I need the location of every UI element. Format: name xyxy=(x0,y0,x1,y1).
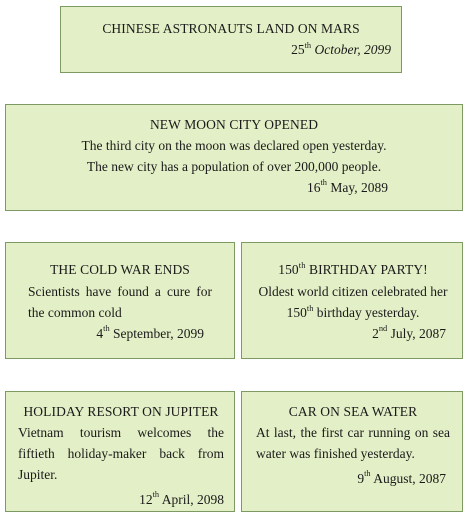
body-post: birthday yesterday. xyxy=(316,304,420,320)
headline: CHINESE ASTRONAUTS LAND ON MARS xyxy=(102,21,360,36)
news-box-moon-city xyxy=(5,104,463,211)
body-line: The new city has a population of over 200,000 people. xyxy=(86,158,382,174)
date-rest: August, 2087 xyxy=(373,470,446,486)
headline: HOLIDAY RESORT ON JUPITER xyxy=(23,404,219,419)
date xyxy=(28,324,212,345)
body-line: The third city on the moon was declared open yesterday. xyxy=(81,137,387,153)
date-ordinal: th xyxy=(364,469,371,479)
date-day: 16 xyxy=(306,179,321,195)
body-pre: Oldest world citizen celebrated her 150 xyxy=(258,283,448,320)
headline xyxy=(256,260,450,281)
headline: CAR ON SEA WATER xyxy=(288,404,418,419)
date-ordinal: th xyxy=(304,40,312,50)
news-box-jupiter-resort xyxy=(5,391,235,512)
date-rest: July, 2087 xyxy=(390,325,446,341)
news-box-sea-water-car xyxy=(241,391,463,512)
date-ordinal: nd xyxy=(378,324,388,334)
date xyxy=(18,490,224,511)
body-text: Scientists have found a cure for the common cold xyxy=(28,283,212,320)
date-rest: May, 2089 xyxy=(330,179,388,195)
headline: THE COLD WAR ENDS xyxy=(50,262,190,277)
date xyxy=(18,178,450,199)
news-box-birthday-party xyxy=(241,242,463,359)
headline-number: 150 xyxy=(278,262,299,277)
date-day: 12 xyxy=(139,491,153,507)
date-ordinal: th xyxy=(320,178,327,188)
body-text xyxy=(256,282,450,324)
headline: NEW MOON CITY OPENED xyxy=(149,117,319,132)
date xyxy=(69,40,393,61)
headline-rest: BIRTHDAY PARTY! xyxy=(308,262,428,277)
body-ordinal: th xyxy=(306,303,314,313)
body-text: At last, the first car running on sea water was finished yesterday. xyxy=(256,424,450,461)
date-rest: April, 2098 xyxy=(161,491,224,507)
date-rest: October, 2099 xyxy=(314,41,391,57)
date-ordinal: th xyxy=(103,324,110,334)
news-box-cold-war xyxy=(5,242,235,359)
date xyxy=(256,324,450,345)
date-rest: September, 2099 xyxy=(113,325,204,341)
date-day: 9 xyxy=(357,470,365,486)
date-day: 25 xyxy=(291,41,305,57)
date-ordinal: th xyxy=(152,490,160,500)
date-day: 4 xyxy=(96,325,104,341)
date xyxy=(256,469,450,490)
headline-ordinal: th xyxy=(298,260,306,270)
news-box-mars-landing xyxy=(60,6,402,73)
date-day: 2 xyxy=(372,325,379,341)
body-text: Vietnam tourism welcomes the fiftieth holiday-maker back from Jupiter. xyxy=(18,424,224,482)
